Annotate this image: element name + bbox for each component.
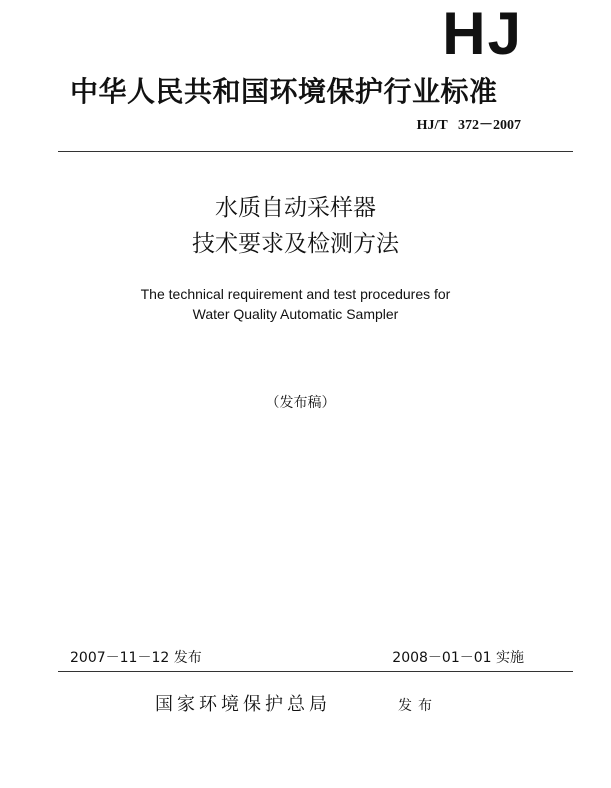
title-cn-line2: 技术要求及检测方法 [192, 231, 399, 257]
top-divider [58, 151, 573, 152]
title-en-line1: The technical requirement and test procedures for [140, 286, 451, 302]
standard-number: HJ/T 372－2007 [416, 118, 521, 133]
implementation-date: 2008－01－01 实施 [392, 650, 524, 666]
draft-status: （发布稿） [265, 395, 336, 411]
title-cn-line1: 水质自动采样器 [215, 195, 376, 221]
bottom-divider [58, 671, 573, 672]
issue-date: 2007－11－12 发布 [70, 650, 202, 666]
issuing-action: 发布 [398, 698, 438, 714]
issuing-authority: 国家环境保护总局 [155, 694, 331, 715]
hj-logo: HJ [442, 0, 523, 67]
organization-standard-title: 中华人民共和国环境保护行业标准 [70, 75, 498, 108]
title-en-line2: Water Quality Automatic Sampler [192, 306, 399, 322]
draft-status-container [0, 393, 611, 413]
